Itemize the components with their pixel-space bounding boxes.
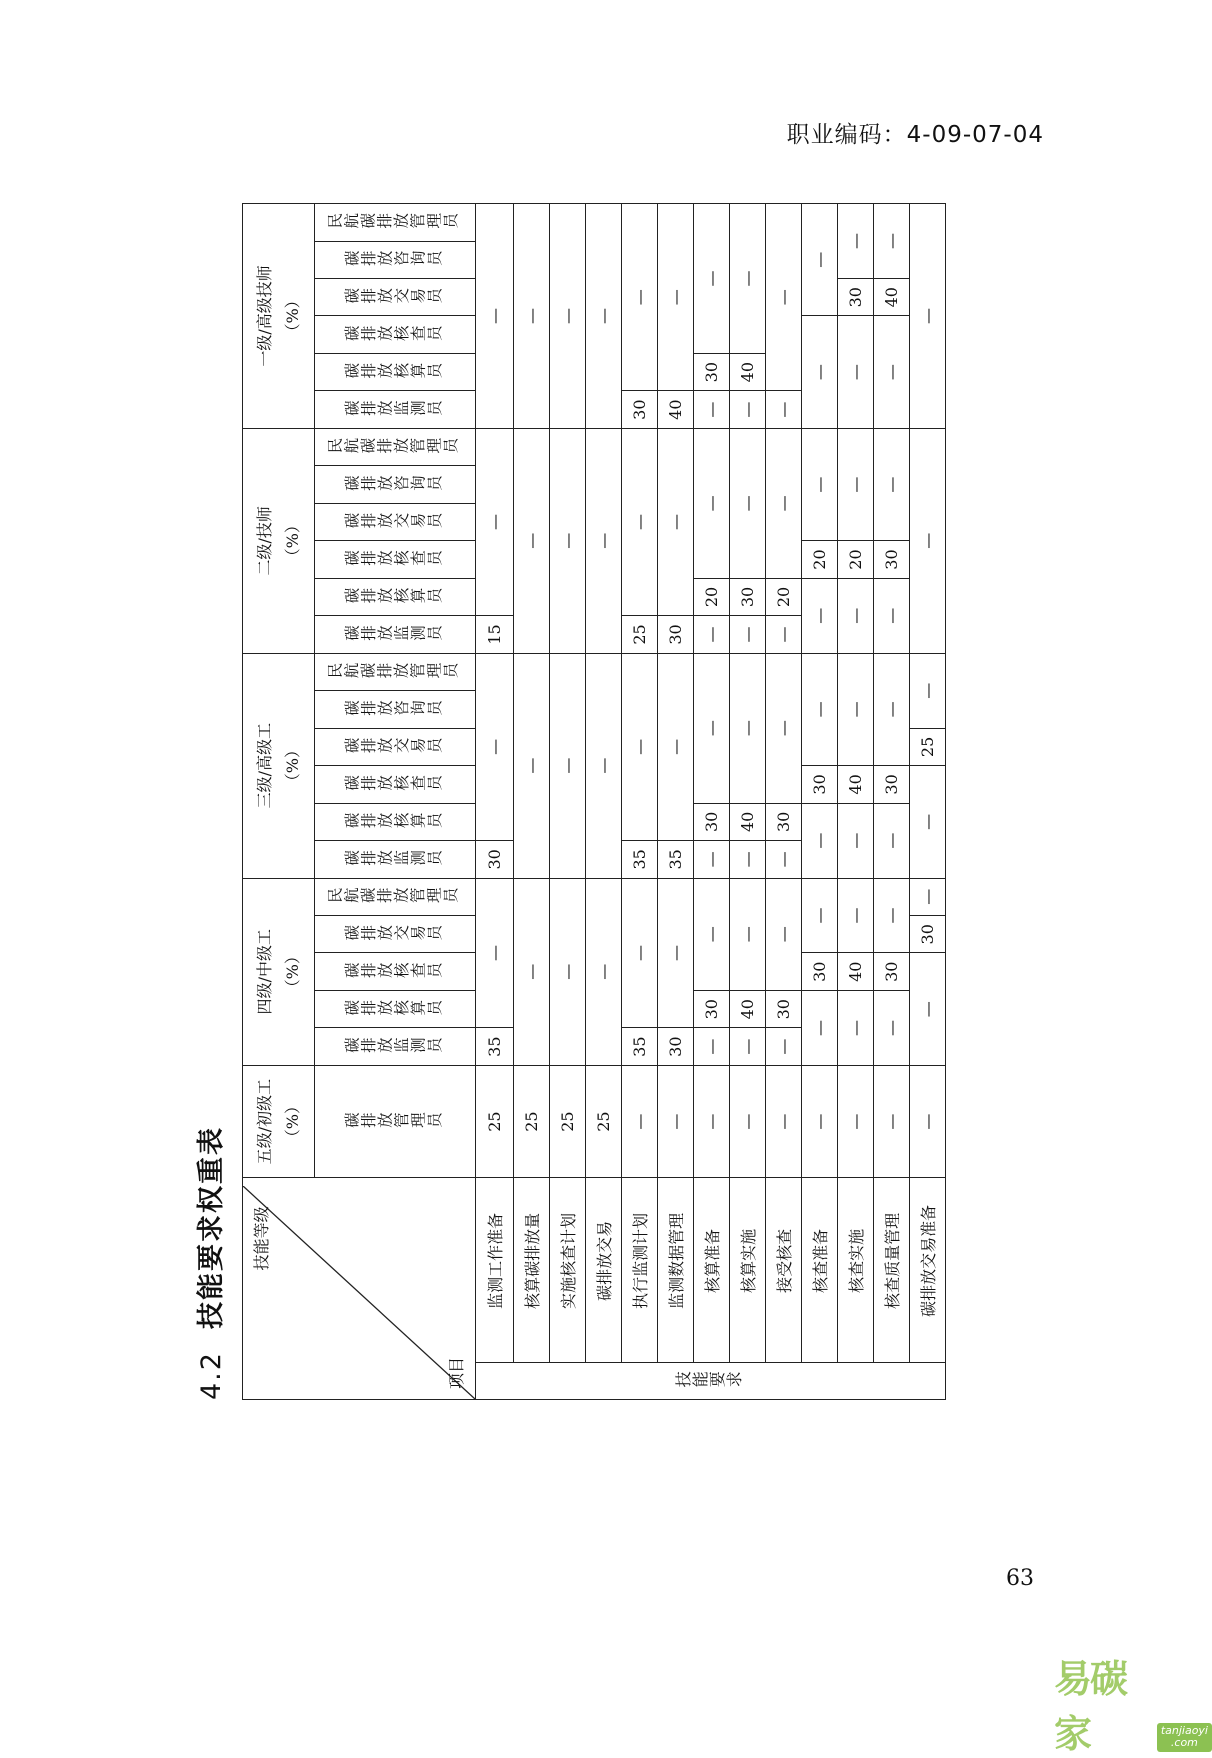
value-cell: — [874, 653, 910, 765]
job-aviation: 民航碳排放管理员 [327, 212, 460, 231]
value-cell: — [874, 316, 910, 428]
value-cell: — [622, 1065, 658, 1177]
value-cell: — [910, 204, 946, 429]
value-cell: 40 [838, 766, 874, 803]
value-cell: — [694, 1028, 730, 1065]
value-cell: 30 [694, 990, 730, 1027]
job-aviation: 民航碳排放管理员 [327, 437, 460, 456]
value-cell: — [910, 953, 946, 1065]
value-cell: 40 [730, 803, 766, 840]
value-cell: — [910, 878, 946, 915]
value-cell: — [550, 428, 586, 653]
job-trader: 碳排放交易员 [343, 924, 443, 943]
value-cell: — [838, 990, 874, 1065]
value-cell: — [838, 316, 874, 428]
value-cell: 25 [586, 1065, 622, 1177]
level-2-unit: （%） [282, 517, 302, 565]
job-monitor: 碳排放监测员 [343, 1037, 443, 1056]
job-verifier: 碳排放核查员 [343, 962, 443, 981]
level-1-name: 一级/高级技师 [254, 265, 274, 367]
value-cell: 25 [550, 1065, 586, 1177]
value-cell: — [838, 1065, 874, 1177]
value-cell: — [586, 428, 622, 653]
value-cell: — [586, 204, 622, 429]
item-name: 核算实施 [730, 1178, 766, 1362]
value-cell: — [514, 653, 550, 878]
value-cell: — [514, 204, 550, 429]
item-name: 核查质量管理 [874, 1178, 910, 1362]
job-header [315, 1028, 476, 1065]
level-3-header [243, 653, 315, 878]
value-cell: — [694, 391, 730, 428]
value-cell: 30 [838, 279, 874, 316]
job-accountant: 碳排放核算员 [343, 999, 443, 1018]
value-cell: — [838, 204, 874, 279]
job-header [315, 616, 476, 653]
level-2-header [243, 428, 315, 653]
watermark [1054, 1648, 1212, 1758]
value-cell: — [694, 653, 730, 803]
value-cell: 35 [622, 1028, 658, 1065]
job-trader: 碳排放交易员 [343, 512, 443, 531]
watermark-domain-line1: tanjiaoyi [1160, 1724, 1208, 1737]
value-cell: 30 [694, 353, 730, 390]
value-cell: 30 [910, 916, 946, 953]
value-cell: — [766, 204, 802, 391]
item-name: 接受核查 [766, 1178, 802, 1362]
value-cell: — [550, 204, 586, 429]
level-4-header [243, 878, 315, 1065]
value-cell: — [694, 1065, 730, 1177]
item-name: 监测工作准备 [476, 1178, 514, 1362]
item-name: 碳排放交易 [586, 1178, 622, 1362]
value-cell: — [730, 653, 766, 803]
value-cell: — [766, 1028, 802, 1065]
value-cell: — [874, 803, 910, 878]
table-frame [242, 203, 942, 1400]
value-cell: — [766, 391, 802, 428]
value-cell: — [874, 204, 910, 279]
watermark-domain [1157, 1723, 1212, 1752]
value-cell: — [730, 616, 766, 653]
job-monitor: 碳排放监测员 [343, 849, 443, 868]
value-cell: — [550, 878, 586, 1065]
value-cell: 30 [622, 391, 658, 428]
value-cell: 30 [874, 541, 910, 578]
job-header [315, 803, 476, 840]
value-cell: 25 [476, 1065, 514, 1177]
job-trader: 碳排放交易员 [343, 737, 443, 756]
value-cell: — [874, 1065, 910, 1177]
job-accountant: 碳排放核算员 [343, 362, 443, 381]
job-consultant: 碳排放咨询员 [343, 699, 443, 718]
value-cell: 30 [658, 1028, 694, 1065]
value-cell: — [874, 990, 910, 1065]
value-cell: — [838, 803, 874, 878]
value-cell: — [802, 204, 838, 316]
job-header [315, 578, 476, 615]
job-verifier: 碳排放核查员 [343, 325, 443, 344]
job-header [315, 391, 476, 428]
corner-level-label: 技能等级 [252, 1206, 271, 1271]
level-5-name: 五级/初级工 [254, 1078, 274, 1165]
value-cell: — [802, 990, 838, 1065]
value-cell: 35 [622, 841, 658, 878]
watermark-brand: 易碳家 [1054, 1657, 1127, 1756]
value-cell: — [802, 316, 838, 428]
job-header [315, 691, 476, 728]
job-verifier: 碳排放核查员 [343, 550, 443, 569]
value-cell: — [802, 1065, 838, 1177]
job-header [315, 878, 476, 915]
value-cell: — [694, 204, 730, 354]
job-header [315, 953, 476, 990]
value-cell: — [730, 841, 766, 878]
value-cell: 30 [476, 841, 514, 878]
value-cell: — [910, 428, 946, 653]
value-cell: — [586, 878, 622, 1065]
value-cell: — [476, 653, 514, 840]
value-cell: — [622, 653, 658, 840]
item-name: 核查准备 [802, 1178, 838, 1362]
value-cell: — [476, 878, 514, 1028]
value-cell: — [802, 428, 838, 540]
job-monitor: 碳排放监测员 [343, 400, 443, 419]
value-cell: — [802, 653, 838, 765]
level-4-name: 四级/中级工 [254, 929, 274, 1015]
value-cell: — [766, 878, 802, 990]
value-cell: — [658, 653, 694, 840]
job-aviation: 民航碳排放管理员 [327, 887, 460, 906]
value-cell: — [910, 766, 946, 878]
value-cell: — [514, 428, 550, 653]
value-cell: — [730, 878, 766, 990]
job-header [315, 541, 476, 578]
value-cell: — [622, 204, 658, 391]
value-cell: — [694, 616, 730, 653]
value-cell: — [802, 878, 838, 953]
skill-table [242, 203, 946, 1400]
value-cell: 40 [658, 391, 694, 428]
value-cell: — [838, 428, 874, 540]
level-1-unit: （%） [282, 292, 302, 340]
value-cell: — [694, 878, 730, 990]
job-header [315, 428, 476, 465]
job-header [315, 503, 476, 540]
value-cell: 30 [766, 990, 802, 1027]
value-cell: 40 [838, 953, 874, 990]
value-cell: 40 [730, 990, 766, 1027]
job-header [315, 841, 476, 878]
value-cell: 30 [802, 766, 838, 803]
item-name: 监测数据管理 [658, 1178, 694, 1362]
value-cell: 30 [874, 953, 910, 990]
job-header [315, 990, 476, 1027]
value-cell: 30 [802, 953, 838, 990]
value-cell: 25 [622, 616, 658, 653]
job-accountant: 碳排放核算员 [343, 812, 443, 831]
value-cell: — [802, 803, 838, 878]
level-3-unit: （%） [282, 742, 302, 790]
job-header [315, 204, 476, 242]
value-cell: 30 [766, 803, 802, 840]
value-cell: — [766, 653, 802, 803]
value-cell: 20 [766, 578, 802, 615]
item-name: 实施核查计划 [550, 1178, 586, 1362]
value-cell: — [730, 428, 766, 578]
value-cell: — [730, 1065, 766, 1177]
job-accountant: 碳排放核算员 [343, 587, 443, 606]
group-label-cell [476, 1362, 946, 1399]
job-manager: 碳排放管理员 [343, 1112, 443, 1131]
value-cell: — [802, 578, 838, 653]
value-cell: — [658, 204, 694, 391]
job-aviation: 民航碳排放管理员 [327, 662, 460, 681]
value-cell: 15 [476, 616, 514, 653]
corner-item-label: 项目 [447, 1356, 466, 1389]
item-name: 碳排放交易准备 [910, 1178, 946, 1362]
value-cell: 35 [658, 841, 694, 878]
value-cell: — [730, 391, 766, 428]
value-cell: — [476, 204, 514, 429]
value-cell: — [766, 616, 802, 653]
item-name: 核算碳排放量 [514, 1178, 550, 1362]
job-header [315, 728, 476, 765]
value-cell: 30 [658, 616, 694, 653]
value-cell: 40 [874, 279, 910, 316]
item-name: 核算准备 [694, 1178, 730, 1362]
value-cell: — [586, 653, 622, 878]
job-consultant: 碳排放咨询员 [343, 475, 443, 494]
value-cell: 30 [694, 803, 730, 840]
job-header [315, 653, 476, 691]
level-1-header [243, 204, 315, 429]
job-header [315, 466, 476, 503]
value-cell: 20 [694, 578, 730, 615]
value-cell: 30 [730, 578, 766, 615]
job-header [315, 916, 476, 953]
job-monitor: 碳排放监测员 [343, 624, 443, 643]
value-cell: — [550, 653, 586, 878]
job-verifier: 碳排放核查员 [343, 774, 443, 793]
value-cell: — [658, 428, 694, 615]
value-cell: — [766, 1065, 802, 1177]
section-number: 4.2 [196, 1351, 227, 1400]
page-number: 63 [1006, 1566, 1034, 1591]
value-cell: — [766, 841, 802, 878]
level-4-unit: （%） [282, 948, 302, 996]
value-cell: — [694, 841, 730, 878]
value-cell: — [910, 1065, 946, 1177]
section-title: 技能要求权重表 [196, 1126, 227, 1330]
value-cell: 25 [910, 728, 946, 765]
job-header [315, 766, 476, 803]
value-cell: — [730, 204, 766, 354]
job-consultant: 碳排放咨询员 [343, 250, 443, 269]
value-cell: 20 [802, 541, 838, 578]
level-5-unit: （%） [282, 1098, 302, 1146]
job-header [315, 241, 476, 278]
value-cell: — [874, 578, 910, 653]
value-cell: — [658, 878, 694, 1028]
value-cell: — [730, 1028, 766, 1065]
value-cell: — [838, 578, 874, 653]
item-name: 核查实施 [838, 1178, 874, 1362]
value-cell: — [476, 428, 514, 615]
job-header [315, 1065, 476, 1177]
value-cell: — [874, 428, 910, 540]
value-cell: 30 [874, 766, 910, 803]
value-cell: 35 [476, 1028, 514, 1065]
value-cell: — [658, 1065, 694, 1177]
item-name: 执行监测计划 [622, 1178, 658, 1362]
occupation-code: 职业编码：4-09-07-04 [786, 122, 1044, 148]
corner-cell [243, 1178, 476, 1400]
level-3-name: 三级/高级工 [254, 722, 274, 809]
watermark-domain-line2: .com [1170, 1736, 1198, 1749]
value-cell: — [766, 428, 802, 578]
value-cell: 25 [514, 1065, 550, 1177]
group-label: 技能要求 [674, 1370, 743, 1390]
corner-diagonal [243, 1186, 475, 1399]
value-cell: — [910, 653, 946, 728]
job-header [315, 279, 476, 316]
job-header [315, 353, 476, 390]
value-cell: — [874, 878, 910, 953]
value-cell: — [514, 878, 550, 1065]
job-trader: 碳排放交易员 [343, 287, 443, 306]
value-cell: — [694, 428, 730, 578]
value-cell: 40 [730, 353, 766, 390]
value-cell: — [838, 653, 874, 765]
level-5-header [243, 1065, 315, 1177]
value-cell: 20 [838, 541, 874, 578]
job-header [315, 316, 476, 353]
value-cell: — [622, 428, 658, 615]
value-cell: — [838, 878, 874, 953]
level-2-name: 二级/技师 [254, 506, 274, 576]
value-cell: — [622, 878, 658, 1028]
section-heading [184, 1126, 240, 1400]
